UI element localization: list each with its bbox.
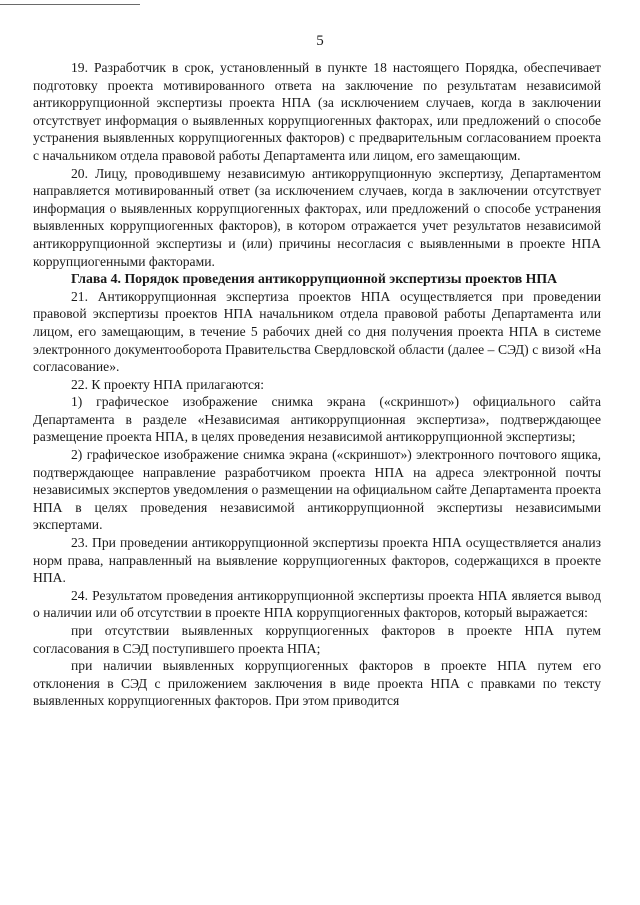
- paragraph-24: 24. Результатом проведения антикоррупционной экспертизы проекта НПА является вывод о наличии или об отсутствии в проекте НПА коррупциогенных факторов, который выражается:: [33, 587, 601, 621]
- paragraph-22-item-1: 1) графическое изображение снимка экрана («скриншот») официального сайта Департамента в разделе «Независимая антикоррупционная экспертиза», подтверждающее размещение проекта НПА, в целях проведения независимой антикоррупционной экспертизы;: [33, 394, 601, 445]
- paragraph-23: 23. При проведении антикоррупционной экспертизы проекта НПА осуществляется анализ норм права, направленный на выявление коррупциогенных факторов, содержащихся в проекте НПА.: [33, 535, 601, 586]
- scan-edge-line: [0, 4, 140, 5]
- chapter-heading: Глава 4. Порядок проведения антикоррупционной экспертизы проектов НПА: [71, 271, 558, 287]
- paragraph-24-case-present: при наличии выявленных коррупциогенных факторов в проекте НПА путем его отклонения в СЭД с приложением заключения в виде проекта НПА с правками по тексту выявленных коррупциогенных факторов. При этом приводится: [33, 658, 601, 709]
- paragraph-20: 20. Лицу, проводившему независимую антикоррупционную экспертизу, Департаментом направляется мотивированный ответ (за исключением случаев, когда в заключении отсутствует информация о выявленных коррупциогенных факторах, или предложений о способе устранения выявленных коррупциогенных факторов), в котором отражается учет результатов независимой антикоррупционной экспертизы и (или) причины несогласия с выявленными в проекте НПА коррупциогенными факторами.: [33, 165, 601, 269]
- page-number: 5: [316, 33, 324, 49]
- paragraph-22: 22. К проекту НПА прилагаются:: [71, 376, 265, 392]
- paragraph-19: 19. Разработчик в срок, установленный в пункте 18 настоящего Порядка, обеспечивает подготовку проекта мотивированного ответа на заключение по результатам независимой антикоррупционной экспертизы проекта НПА (за исключением случаев, когда в заключении отсутствует информация о выявленных коррупциогенных факторах, или предложений о способе устранения выявленных коррупциогенных факторов) с предварительным согласованием проекта с начальником отдела правовой работы Департамента или лицом, его замещающим.: [33, 60, 601, 163]
- paragraph-21: 21. Антикоррупционная экспертиза проектов НПА осуществляется при проведении правовой экспертизы проектов НПА начальником отдела правовой работы Департамента или лицом, его замещающим, в течение 5 рабочих дней со дня получения проекта НПА в системе электронного документооборота Правительства Свердловской области (далее – СЭД) с визой «На согласование».: [33, 288, 601, 375]
- paragraph-22-item-2: 2) графическое изображение снимка экрана («скриншот») электронного почтового ящика, подтверждающее направление разработчиком проекта НПА на адреса электронной почты независимых экспертов уведомления о размещении на официальном сайте Департамента проекта НПА в целях проведения независимой антикоррупционной экспертизы независимыми экспертами.: [33, 447, 601, 533]
- paragraph-24-case-absent: при отсутствии выявленных коррупциогенных факторов в проекте НПА путем согласования в СЭД поступившего проекта НПА;: [33, 623, 601, 656]
- document-body: [33, 59, 601, 710]
